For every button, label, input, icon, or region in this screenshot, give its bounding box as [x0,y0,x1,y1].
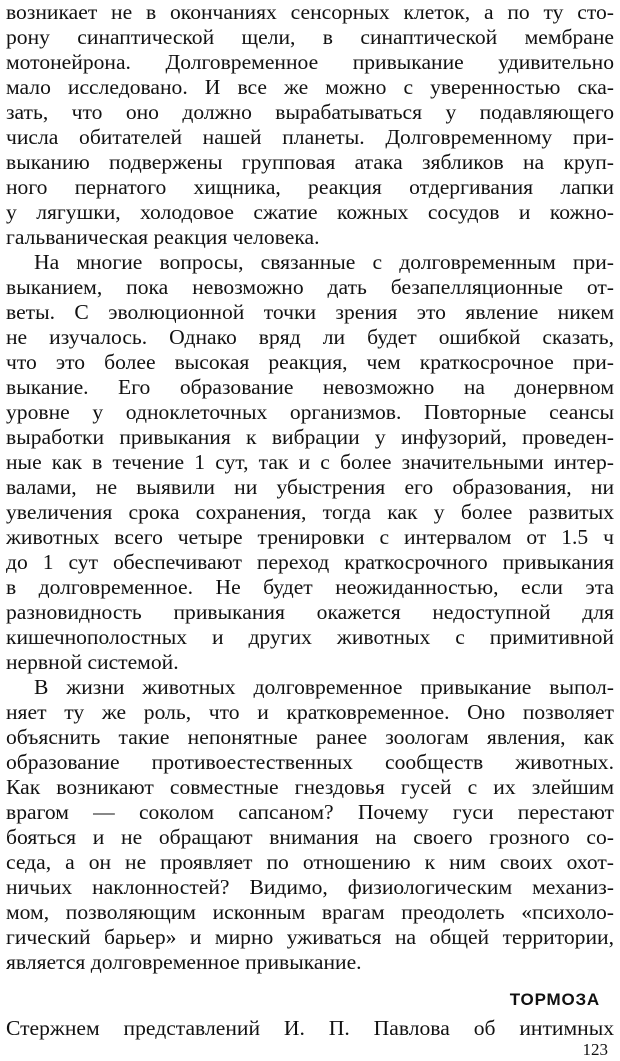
text-line: объяснить такие непонятные ранее зоологам явления, как [6,725,614,749]
text-line: валами, не выявили ни убыстрения его образования, ни [6,475,614,499]
text-line: бояться и не обращают внимания на своего грозного со- [6,825,614,849]
text-line: зать, что оно должно вырабатываться у подавляющего [6,100,614,124]
text-line: мотонейрона. Долговременное привыкание удивительно [6,50,614,74]
text-line: ные как в течение 1 сут, так и с более значительными интер- [6,450,614,474]
text-line: до 1 сут обеспечивают переход краткосрочного привыкания [6,550,614,574]
text-line: веты. С эволюционной точки зрения это явление никем [6,300,614,324]
page-number: 123 [582,1040,608,1059]
text-line: мом, позволяющим исконным врагам преодолеть «психоло- [6,900,614,924]
text-line: няет ту же роль, что и кратковременное. Оно позволяет [6,700,614,724]
text-line: мало исследовано. И все же можно с уверенностью ска- [6,75,614,99]
text-line: врагом — соколом сапсаном? Почему гуси перестают [6,800,614,824]
text-line: гический барьер» и мирно уживаться на общей территории, [6,925,614,949]
text-line: в долговременное. Не будет неожиданностью, если эта [6,575,614,599]
text-line: ничьих наклонностей? Видимо, физиологическим механиз- [6,875,614,899]
text-line: Как возникают совместные гнездовья гусей с их злейшим [6,775,614,799]
text-line: В жизни животных долговременное привыкание выпол- [34,675,614,699]
text-line: возникает не в окончаниях сенсорных клеток, а по ту сто- [6,0,614,24]
text-line: увеличения срока сохранения, тогда как у более развитых [6,500,614,524]
text-line: нервной системой. [6,650,179,674]
text-line: выкание. Его образование невозможно на донервном [6,375,614,399]
text-line: выработки привыкания к вибрации у инфузорий, проведен- [6,425,614,449]
text-line: ного пернатого хищника, реакция отдергивания лапки [6,175,614,199]
text-line: выканию подвержены групповая атака зябликов на круп- [6,150,614,174]
text-line: у лягушки, холодовое сжатие кожных сосудов и кожно- [6,200,614,224]
text-line: седа, а он не проявляет по отношению к ним своих охот- [6,850,614,874]
text-line: является долговременное привыкание. [6,950,362,974]
text-line: кишечнополостных и других животных с примитивной [6,625,614,649]
text-line: Стержнем представлений И. П. Павлова об интимных [6,1016,614,1040]
text-line: что это более высокая реакция, чем краткосрочное при- [6,350,614,374]
text-line: числа обитателей нашей планеты. Долговременному при- [6,125,614,149]
text-line: На многие вопросы, связанные с долговременным при- [34,250,614,274]
text-line: гальваническая реакция человека. [6,225,320,249]
text-line: разновидность привыкания окажется недоступной для [6,600,614,624]
text-line: выканием, пока невозможно дать безапелляционные от- [6,275,614,299]
text-line: животных всего четыре тренировки с интервалом от 1.5 ч [6,525,614,549]
text-line: уровне у одноклеточных организмов. Повторные сеансы [6,400,614,424]
text-line: не изучалось. Однако вряд ли будет ошибкой сказать, [6,325,614,349]
text-line: образование противоестественных сообществ животных. [6,750,614,774]
text-line: рону синаптической щели, в синаптической мембране [6,25,614,49]
section-heading: ТОРМОЗА [509,990,600,1009]
